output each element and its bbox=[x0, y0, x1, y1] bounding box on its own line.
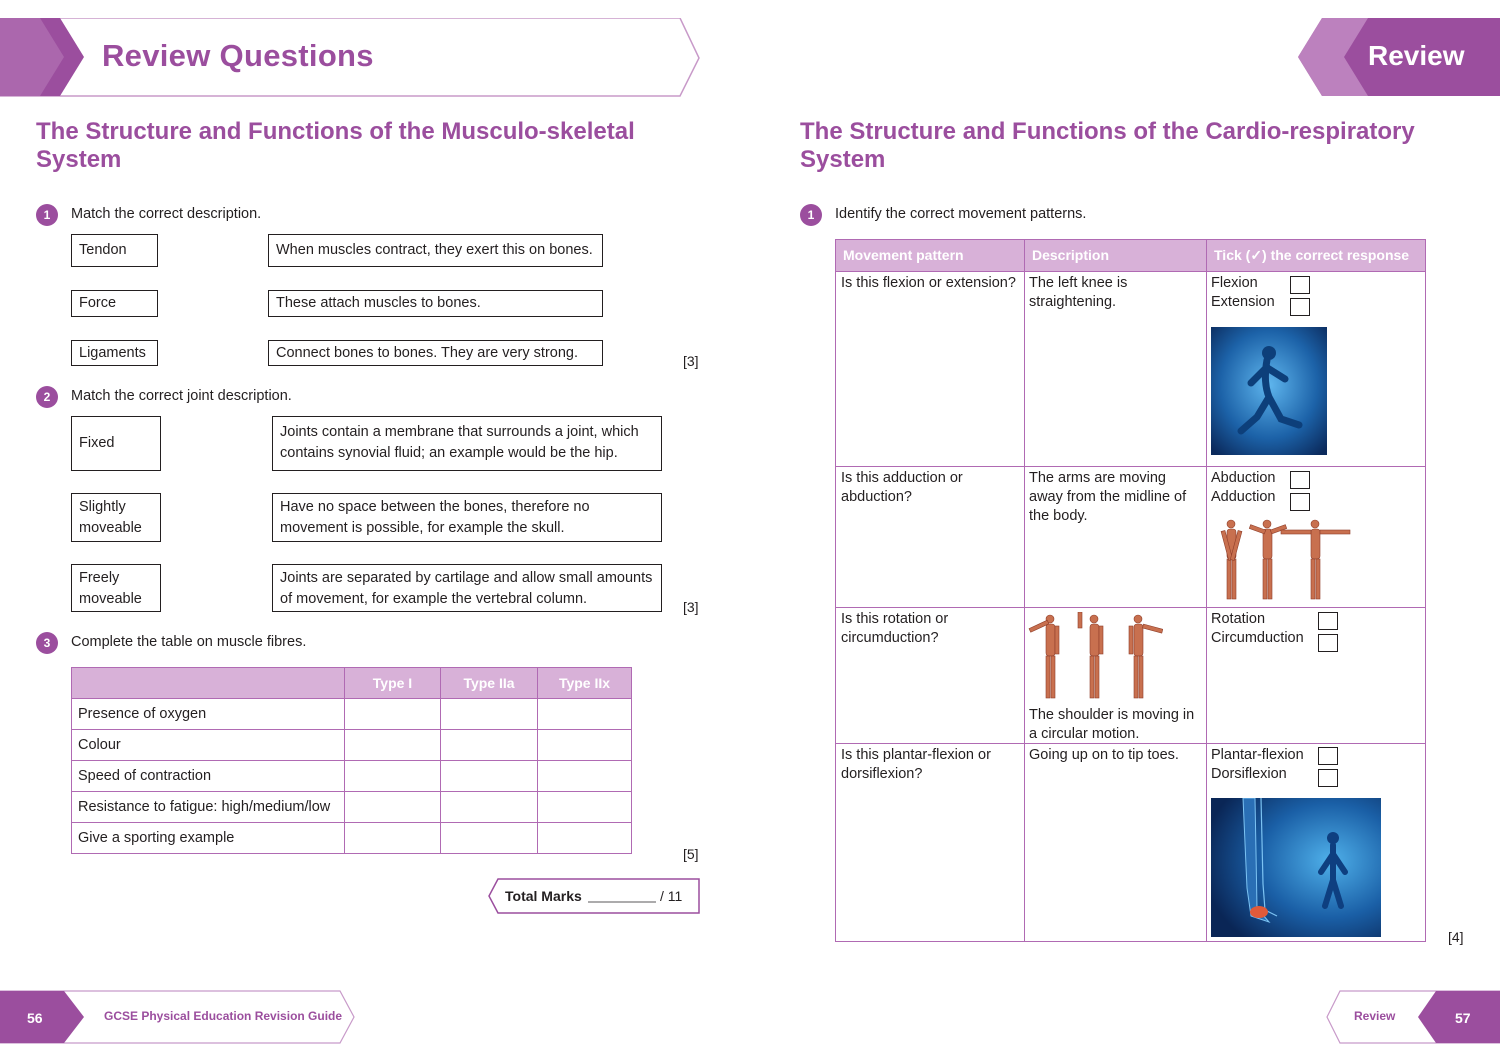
question-text: Match the correct description. bbox=[71, 206, 262, 222]
answer-cell[interactable] bbox=[345, 792, 441, 823]
answer-cell[interactable] bbox=[441, 761, 538, 792]
row-label: Give a sporting example bbox=[72, 823, 345, 854]
page-title: Review Questions bbox=[102, 38, 374, 73]
question-number: 3 bbox=[36, 632, 58, 654]
checkbox-adduction[interactable] bbox=[1290, 493, 1310, 511]
answer-cell[interactable] bbox=[538, 699, 632, 730]
description-line: Have no space between the bones, therefore no bbox=[280, 499, 590, 515]
question-text: Complete the table on muscle fibres. bbox=[71, 634, 307, 650]
column-header bbox=[72, 668, 345, 699]
option-label: Dorsiflexion bbox=[1211, 766, 1287, 782]
marks-label: [3] bbox=[683, 353, 699, 369]
option-label: Rotation bbox=[1211, 611, 1266, 627]
description-cell bbox=[1029, 746, 1179, 765]
footer-book-title: GCSE Physical Education Revision Guide bbox=[104, 1009, 343, 1023]
table-row bbox=[72, 699, 632, 730]
term-line: Slightly bbox=[79, 499, 126, 515]
match-term-force[interactable]: Force bbox=[71, 290, 158, 317]
answer-cell[interactable] bbox=[538, 823, 632, 854]
description-cell bbox=[1029, 469, 1186, 526]
total-marks-value: / 11 bbox=[660, 888, 683, 904]
match-description[interactable]: These attach muscles to bones. bbox=[268, 290, 603, 317]
marks-label: [4] bbox=[1448, 929, 1464, 945]
cell-line: away from the midline of bbox=[1029, 489, 1187, 505]
question-text: Identify the correct movement patterns. bbox=[835, 206, 1087, 222]
movement-patterns-table bbox=[835, 239, 1426, 942]
row-label: Speed of contraction bbox=[72, 761, 345, 792]
response-options bbox=[1211, 274, 1275, 312]
checkbox-dorsiflexion[interactable] bbox=[1318, 769, 1338, 787]
right-section-title-line2: System bbox=[800, 146, 886, 173]
movement-pattern-cell bbox=[841, 274, 1016, 293]
checkbox-plantar-flexion[interactable] bbox=[1318, 747, 1338, 765]
match-term-freely-moveable[interactable] bbox=[71, 564, 161, 612]
right-section-title-line1: The Structure and Functions of the Cardio-respiratory bbox=[800, 118, 1415, 145]
table-row bbox=[72, 792, 632, 823]
cell-line: Is this adduction or bbox=[841, 470, 963, 486]
question-number: 1 bbox=[36, 204, 58, 226]
description-cell bbox=[1029, 706, 1194, 744]
arms-abduction-image bbox=[1211, 518, 1361, 604]
cell-line: The shoulder is moving in bbox=[1029, 707, 1195, 723]
match-description[interactable] bbox=[272, 564, 662, 612]
question-number: 1 bbox=[800, 204, 822, 226]
total-marks-label: Total Marks bbox=[505, 888, 582, 904]
answer-cell[interactable] bbox=[538, 761, 632, 792]
question-text: Match the correct joint description. bbox=[71, 388, 292, 404]
match-description[interactable] bbox=[272, 416, 662, 471]
cell-line: Is this flexion or extension? bbox=[841, 275, 1016, 291]
answer-cell[interactable] bbox=[441, 823, 538, 854]
checkbox-abduction[interactable] bbox=[1290, 471, 1310, 489]
marks-label: [5] bbox=[683, 846, 699, 862]
response-options bbox=[1211, 746, 1304, 784]
checkbox-flexion[interactable] bbox=[1290, 276, 1310, 294]
column-header: Type I bbox=[345, 668, 441, 699]
match-term-fixed[interactable] bbox=[71, 416, 161, 471]
cell-line: the body. bbox=[1029, 508, 1088, 524]
cell-line: Going up on to tip toes. bbox=[1029, 747, 1179, 763]
left-section-title-line2: System bbox=[36, 146, 122, 173]
row-divider bbox=[836, 466, 1425, 467]
description-line: Joints contain a membrane that surrounds a joint, which bbox=[280, 424, 639, 440]
option-label: Flexion bbox=[1211, 275, 1258, 291]
tip-toes-image bbox=[1211, 798, 1381, 937]
response-options bbox=[1211, 610, 1304, 648]
answer-cell[interactable] bbox=[441, 730, 538, 761]
left-section-title bbox=[36, 118, 635, 174]
term-line: Freely bbox=[79, 570, 120, 586]
description-line: of movement, for example the vertebral column. bbox=[280, 591, 588, 607]
answer-cell[interactable] bbox=[538, 792, 632, 823]
cell-line: Is this rotation or bbox=[841, 611, 949, 627]
column-divider bbox=[1024, 240, 1025, 941]
left-section-title-line1: The Structure and Functions of the Musculo-skeletal bbox=[36, 118, 635, 145]
movement-pattern-cell bbox=[841, 610, 948, 648]
term-line: moveable bbox=[79, 591, 142, 607]
term-line: moveable bbox=[79, 520, 142, 536]
column-header: Type IIx bbox=[538, 668, 632, 699]
row-label: Colour bbox=[72, 730, 345, 761]
movement-pattern-cell bbox=[841, 746, 991, 784]
match-description[interactable]: Connect bones to bones. They are very strong. bbox=[268, 340, 603, 366]
muscle-fibres-table bbox=[71, 667, 632, 854]
page-number-left: 56 bbox=[27, 1010, 43, 1026]
column-divider bbox=[1206, 240, 1207, 941]
table-row bbox=[72, 730, 632, 761]
cell-line: The left knee is bbox=[1029, 275, 1128, 291]
term-line: Fixed bbox=[79, 435, 115, 451]
cell-line: circumduction? bbox=[841, 630, 939, 646]
right-section-title bbox=[800, 118, 1415, 174]
answer-cell[interactable] bbox=[538, 730, 632, 761]
footer-section-label: Review bbox=[1354, 1009, 1396, 1023]
cell-line: The arms are moving bbox=[1029, 470, 1166, 486]
cell-line: a circular motion. bbox=[1029, 726, 1140, 742]
answer-cell[interactable] bbox=[345, 761, 441, 792]
row-divider bbox=[836, 271, 1425, 272]
answer-cell[interactable] bbox=[345, 730, 441, 761]
movement-pattern-cell bbox=[841, 469, 963, 507]
checkbox-extension[interactable] bbox=[1290, 298, 1310, 316]
answer-cell[interactable] bbox=[345, 699, 441, 730]
column-header: Type IIa bbox=[441, 668, 538, 699]
option-label: Abduction bbox=[1211, 470, 1276, 486]
row-label: Resistance to fatigue: high/medium/low bbox=[72, 792, 345, 823]
checkbox-circumduction[interactable] bbox=[1318, 634, 1338, 652]
option-label: Adduction bbox=[1211, 489, 1276, 505]
row-label: Presence of oxygen bbox=[72, 699, 345, 730]
description-line: contains synovial fluid; an example would be the hip. bbox=[280, 445, 618, 461]
option-label: Extension bbox=[1211, 294, 1275, 310]
table-row bbox=[72, 823, 632, 854]
match-description[interactable]: When muscles contract, they exert this on bones. bbox=[268, 234, 603, 267]
review-banner-title: Review bbox=[1368, 40, 1465, 71]
description-line: movement is possible, for example the skull. bbox=[280, 520, 565, 536]
marks-label: [3] bbox=[683, 599, 699, 615]
column-header: Tick (✓) the correct response bbox=[1207, 240, 1425, 271]
option-label: Plantar-flexion bbox=[1211, 747, 1304, 763]
table-header-row bbox=[72, 668, 632, 699]
cell-line: abduction? bbox=[841, 489, 912, 505]
description-cell bbox=[1029, 274, 1127, 312]
table-row bbox=[72, 761, 632, 792]
answer-cell[interactable] bbox=[345, 823, 441, 854]
match-term-tendon[interactable]: Tendon bbox=[71, 234, 158, 267]
cell-line: straightening. bbox=[1029, 294, 1117, 310]
page-number-right: 57 bbox=[1455, 1010, 1471, 1026]
column-header: Movement pattern bbox=[836, 240, 1024, 271]
match-description[interactable] bbox=[272, 493, 662, 542]
match-term-ligaments[interactable]: Ligaments bbox=[71, 340, 158, 366]
option-label: Circumduction bbox=[1211, 630, 1304, 646]
answer-cell[interactable] bbox=[441, 699, 538, 730]
answer-cell[interactable] bbox=[441, 792, 538, 823]
response-options bbox=[1211, 469, 1276, 507]
match-term-slightly-moveable[interactable] bbox=[71, 493, 161, 542]
row-divider bbox=[836, 607, 1425, 608]
checkbox-rotation[interactable] bbox=[1318, 612, 1338, 630]
runner-knee-image bbox=[1211, 327, 1327, 455]
description-line: Joints are separated by cartilage and allow small amounts bbox=[280, 570, 653, 586]
footer-banner-right bbox=[1326, 990, 1500, 1044]
cell-line: dorsiflexion? bbox=[841, 766, 923, 782]
column-header: Description bbox=[1025, 240, 1206, 271]
cell-line: Is this plantar-flexion or bbox=[841, 747, 991, 763]
shoulder-circumduction-image bbox=[1028, 612, 1163, 702]
question-number: 2 bbox=[36, 386, 58, 408]
